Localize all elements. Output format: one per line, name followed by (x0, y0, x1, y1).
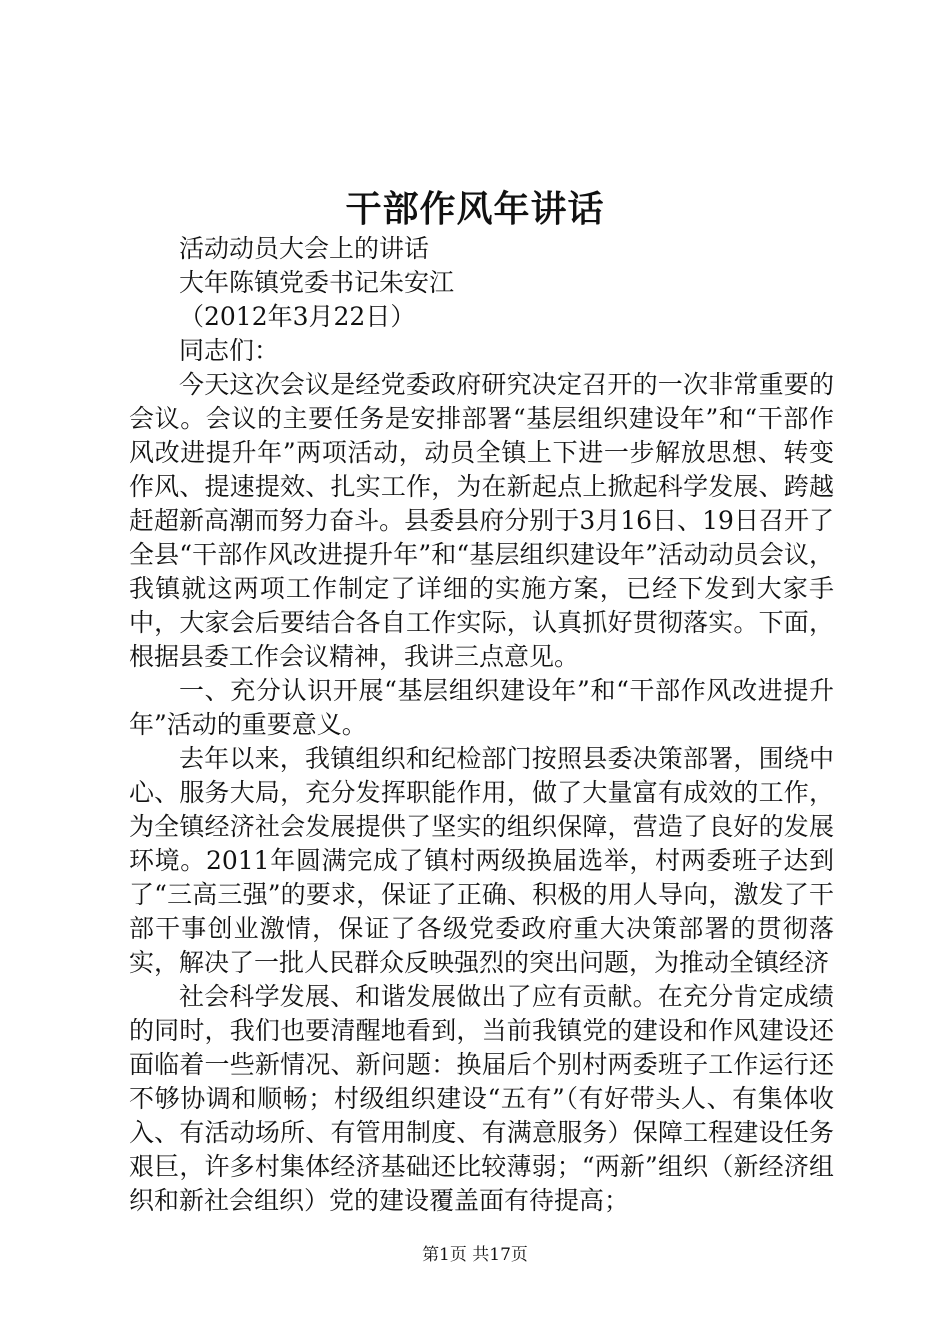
document-body (129, 232, 834, 1218)
paragraph-speaker: 大年陈镇党委书记朱安江 (179, 268, 455, 297)
page-footer: 第1页 共17页 (422, 1245, 528, 1265)
paragraph-body: 去年以来，我镇组织和纪检部门按照县委决策部署，围绕中心、服务大局，充分发挥职能作用，做了大量富有成效的工作，为全镇经济社会发展提供了坚实的组织保障，营造了良好的发展环境。2011年圆满完成了镇村两级换届选举，村两委班子达到了“三高三强”的要求，保证了正确、积极的用人导向，激发了干部干事创业激情，保证了各级党委政府重大决策部署的贯彻落实，解决了一批人民群众反映强烈的突出问题，为推动全镇经济 (129, 744, 834, 977)
paragraph-salutation: 同志们： (179, 336, 280, 365)
paragraph-date: （2012年3月22日） (179, 302, 416, 331)
paragraph-intro: 今天这次会议是经党委政府研究决定召开的一次非常重要的会议。会议的主要任务是安排部署“基层组织建设年”和“干部作风改进提升年”两项活动，动员全镇上下进一步解放思想、转变作风、提速提效、扎实工作，为在新起点上掀起科学发展、跨越赶超新高潮而努力奋斗。县委县府分别于3月16日、19日召开了全县“干部作风改进提升年”和“基层组织建设年”活动动员会议，我镇就这两项工作制定了详细的实施方案，已经下发到大家手中，大家会后要结合各自工作实际，认真抓好贯彻落实。下面，根据县委工作会议精神，我讲三点意见。 (129, 370, 834, 671)
document-title: 干部作风年讲话 (345, 188, 605, 230)
paragraph-subtitle: 活动动员大会上的讲话 (179, 234, 430, 263)
paragraph-section-heading: 一、充分认识开展“基层组织建设年”和“干部作风改进提升年”活动的重要意义。 (129, 676, 834, 739)
paragraph-body: 社会科学发展、和谐发展做出了应有贡献。在充分肯定成绩的同时，我们也要清醒地看到，当前我镇党的建设和作风建设还面临着一些新情况、新问题：换届后个别村两委班子工作运行还不够协调和顺畅；村级组织建设“五有”（有好带头人、有集体收入、有活动场所、有管用制度、有满意服务）保障工程建设任务艰巨，许多村集体经济基础还比较薄弱；“两新”组织（新经济组织和新社会组织）党的建设覆盖面有待提高； (129, 982, 834, 1215)
